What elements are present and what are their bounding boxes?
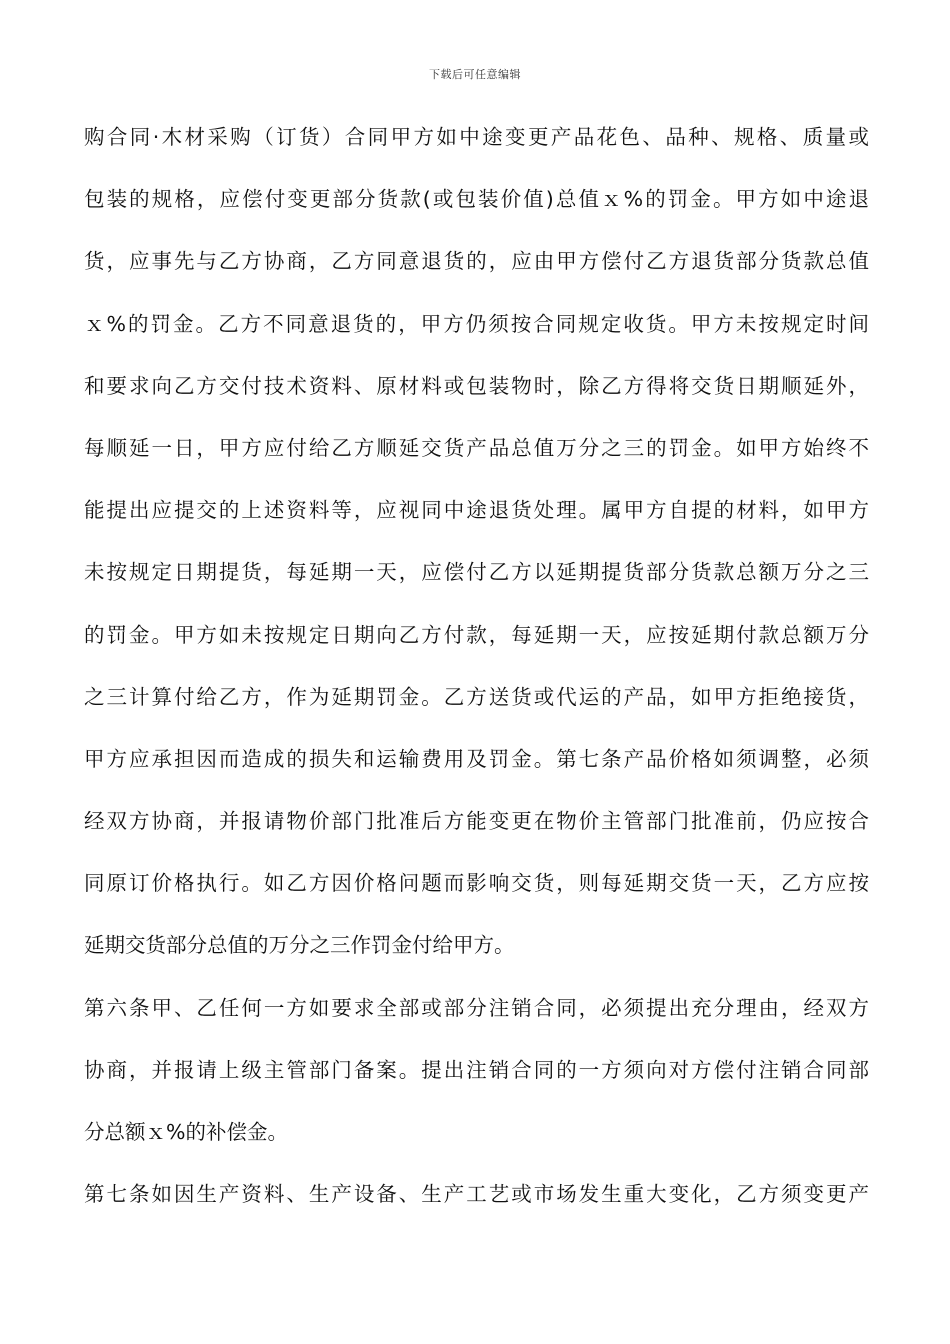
text-line: 的罚金。甲方如未按规定日期向乙方付款，每延期一天，应按延期付款总额万分 [84,622,869,647]
text-line: 第六条甲、乙任何一方如要求全部或部分注销合同，必须提出充分理由，经双方 [84,995,869,1020]
text-line: 包装的规格，应偿付变更部分货款(或包装价值)总值ｘ%的罚金。甲方如中途退 [84,187,869,212]
text-line: 延期交货部分总值的万分之三作罚金付给甲方。 [84,933,515,958]
document-body [84,116,869,1235]
text-line: 购合同·木材采购（订货）合同甲方如中途变更产品花色、品种、规格、质量或 [84,125,869,149]
text-line: ｘ%的罚金。乙方不同意退货的，甲方仍须按合同规定收货。甲方未按规定时间 [84,311,869,336]
text-line: 同原订价格执行。如乙方因价格问题而影响交货，则每延期交货一天，乙方应按 [84,871,869,896]
text-line: 每顺延一日，甲方应付给乙方顺延交货产品总值万分之三的罚金。如甲方始终不 [84,435,869,460]
text-line: 之三计算付给乙方，作为延期罚金。乙方送货或代运的产品，如甲方拒绝接货， [84,684,869,709]
text-line: 第七条如因生产资料、生产设备、生产工艺或市场发生重大变化，乙方须变更产 [84,1182,869,1207]
text-line: 能提出应提交的上述资料等，应视同中途退货处理。属甲方自提的材料，如甲方 [84,498,869,523]
text-line: 甲方应承担因而造成的损失和运输费用及罚金。第七条产品价格如须调整，必须 [84,746,869,771]
text-line: 协商，并报请上级主管部门备案。提出注销合同的一方须向对方偿付注销合同部 [84,1057,869,1082]
text-line: 和要求向乙方交付技术资料、原材料或包装物时，除乙方得将交货日期顺延外， [84,373,869,398]
text-line: 未按规定日期提货，每延期一天，应偿付乙方以延期提货部分货款总额万分之三 [84,560,869,585]
text-line: 经双方协商，并报请物价部门批准后方能变更在物价主管部门批准前，仍应按合 [84,809,869,834]
text-line: 货，应事先与乙方协商，乙方同意退货的，应由甲方偿付乙方退货部分货款总值 [84,249,869,274]
text-line: 分总额ｘ%的补偿金。 [84,1120,288,1144]
page-header: 下载后可任意编辑 [429,68,521,81]
